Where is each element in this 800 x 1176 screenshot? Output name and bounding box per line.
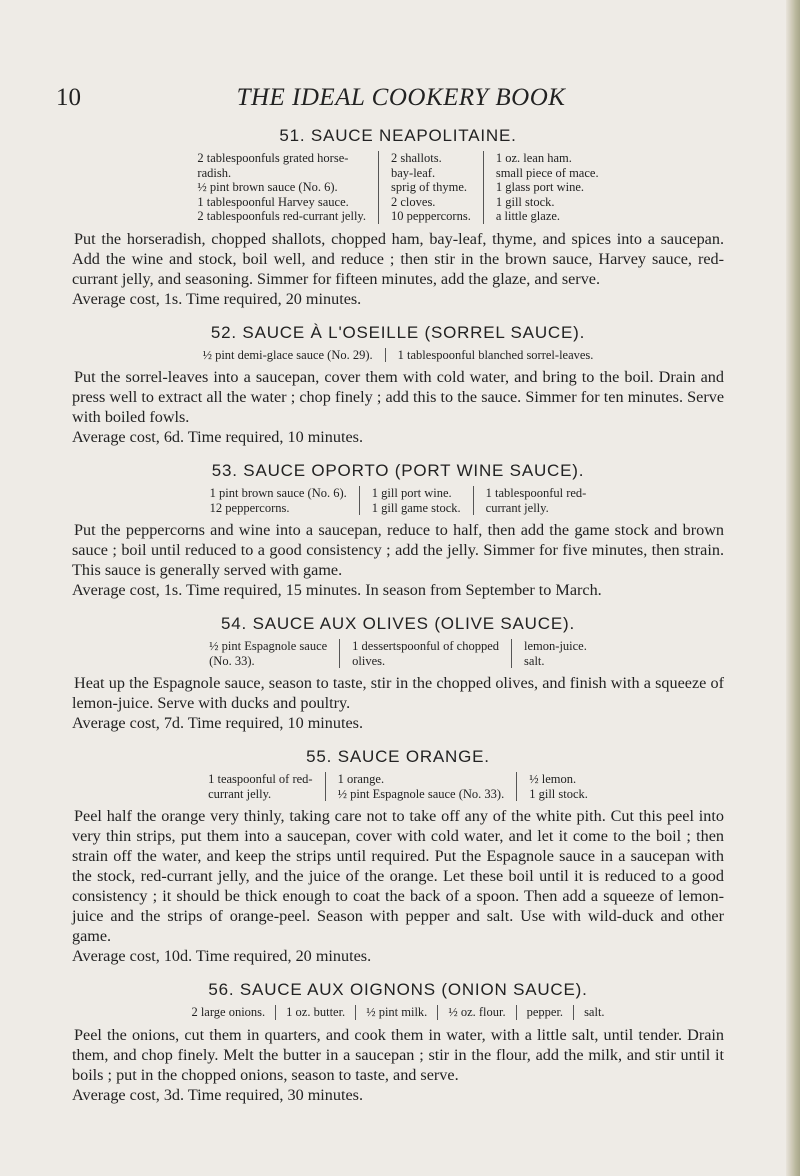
recipe-method: Put the peppercorns and wine into a saucepan, reduce to half, then add the game stock and brown sauce ; boil until reduced to a good consistency ; add the jelly. Simmer for five minutes, then strain. This sauce is generally served with game. (72, 521, 724, 579)
ingredient-line: currant jelly. (485, 500, 549, 515)
ingredient-line: ½ pint milk. (366, 1005, 428, 1019)
recipe-section (72, 980, 724, 1105)
page-edge (786, 0, 800, 1176)
ingredients-column (483, 151, 611, 224)
ingredient-line: ½ pint brown sauce (No. 6). (197, 180, 338, 194)
ingredient-line: 1 tablespoonful Harvey sauce. (197, 194, 349, 209)
recipe-cost: Average cost, 10d. Time required, 20 minutes. (72, 947, 372, 965)
recipe-cost: Average cost, 3d. Time required, 30 minutes. (72, 1085, 364, 1104)
page-number: 10 (56, 84, 81, 111)
recipe-method: Peel half the orange very thinly, taking care not to take off any of the white pith. Cut this peel into very thin strips, put them into a saucepan, cover with cold water, and let it come to the boil ; then strain off the water, and keep the strips until required. Put the Espagnole sauce in a saucepan with the stock, red-currant jelly, and the juice of the orange. Let these boil until it is reduced to a good consistency ; it should be thick enough to coat the back of a spoon. Then add a squeeze of lemon-juice and the strips of orange-peel. Season with pepper and salt. Use with wild-duck and other game. (72, 807, 724, 945)
ingredient-line: 2 cloves. (391, 194, 436, 209)
ingredient-line: 1 glass port wine. (495, 180, 585, 194)
ingredient-line: sprig of thyme. (391, 180, 468, 194)
ingredient-line: 12 peppercorns. (209, 500, 290, 515)
ingredient-line: 1 gill stock. (495, 194, 555, 209)
ingredient-line: 1 gill game stock. (371, 500, 461, 515)
ingredients-list (72, 1005, 724, 1020)
ingredient-line: 1 oz. butter. (286, 1005, 346, 1019)
ingredients-column (181, 1005, 275, 1020)
ingredient-line: ½ pint Espagnole sauce (209, 639, 328, 653)
ingredient-line: salt. (584, 1005, 605, 1019)
ingredients-column (359, 486, 473, 515)
ingredients-column (378, 151, 483, 224)
ingredient-line: (No. 33). (209, 653, 255, 668)
recipe-section (72, 126, 724, 309)
ingredient-line: 1 gill stock. (529, 786, 588, 801)
ingredients-column (437, 1005, 515, 1020)
ingredient-line: ½ pint Espagnole sauce (No. 33). (337, 786, 505, 801)
recipe-title: 55. SAUCE ORANGE. (306, 747, 490, 766)
recipe-method: Peel the onions, cut them in quarters, and cook them in water, with a little salt, until tender. Drain them, and chop finely. Melt the butter in a saucepan ; stir in the flour, add the milk, and stir until it boils ; put in the chopped onions, season to taste, and serve. (72, 1025, 724, 1084)
ingredient-line: 2 shallots. (391, 151, 442, 165)
ingredient-line: 10 peppercorns. (391, 209, 471, 223)
recipe-title: 51. SAUCE NEAPOLITAINE. (279, 126, 517, 145)
ingredients-column (339, 639, 511, 668)
ingredient-line: 1 teaspoonful of red- (208, 772, 313, 786)
recipe-section (72, 747, 724, 966)
ingredients-column (196, 772, 324, 801)
ingredients-column (473, 486, 599, 515)
recipe-method: Heat up the Espagnole sauce, season to taste, stir in the chopped olives, and finish with a squeeze of lemon-juice. Serve with ducks and poultry. (72, 674, 724, 712)
recipe-cost: Average cost, 1s. Time required, 15 minutes. In season from September to March. (72, 581, 602, 599)
ingredient-line: ½ lemon. (529, 772, 577, 786)
ingredient-line: ½ pint demi-glace sauce (No. 29). (202, 347, 373, 362)
recipe-title: 56. SAUCE AUX OIGNONS (ONION SAUCE). (208, 980, 588, 999)
recipe-cost: Average cost, 6d. Time required, 10 minutes. (72, 428, 364, 446)
recipe-title: 54. SAUCE AUX OLIVES (OLIVE SAUCE). (221, 614, 575, 633)
ingredients-column (198, 486, 359, 515)
ingredients-column (355, 1005, 437, 1020)
ingredients-column (325, 772, 517, 801)
recipe-method: Put the sorrel-leaves into a saucepan, cover them with cold water, and bring to the boil. Drain and press well to extract all the water ; chop finely ; add this to the sauce. Simmer for ten minutes. Serve with boiled fowls. (72, 368, 724, 426)
recipe-section (72, 323, 724, 448)
ingredient-line: 1 orange. (337, 772, 385, 786)
recipe-list (72, 126, 724, 1119)
ingredients-column (511, 639, 599, 668)
ingredient-line: 1 dessertspoonful of chopped (352, 639, 500, 653)
ingredient-line: 1 pint brown sauce (No. 6). (209, 486, 347, 500)
ingredient-line: 1 tablespoonful blanched sorrel-leaves. (397, 347, 594, 362)
ingredient-line: salt. (524, 653, 545, 668)
ingredient-line: olives. (352, 653, 386, 668)
ingredients-column (191, 348, 385, 363)
ingredient-line: 2 large onions. (191, 1005, 266, 1019)
recipe-section (72, 614, 724, 733)
recipe-title: 53. SAUCE OPORTO (PORT WINE SAUCE). (211, 461, 585, 480)
ingredients-column (385, 348, 606, 363)
ingredients-list (72, 772, 724, 801)
recipe-section (72, 461, 724, 600)
ingredient-line: radish. (197, 165, 232, 180)
ingredients-list (72, 486, 724, 515)
ingredient-line: 1 oz. lean ham. (495, 151, 572, 165)
ingredient-line: a little glaze. (495, 209, 561, 223)
recipe-cost: Average cost, 1s. Time required, 20 minutes. (72, 289, 362, 308)
ingredients-list (72, 348, 724, 363)
ingredient-line: 1 tablespoonful red- (485, 486, 587, 500)
recipe-method: Put the horseradish, chopped shallots, chopped ham, bay-leaf, thyme, and spices into a saucepan. Add the wine and stock, boil well, and reduce ; then stir in the brown sauce, Harvey sauce, red-currant jelly, and seasoning. Simmer for fifteen minutes, add the glaze, and serve. (72, 229, 724, 288)
recipe-title: 52. SAUCE À L'OSEILLE (SORREL SAUCE). (210, 322, 586, 342)
ingredient-line: bay-leaf. (391, 165, 436, 180)
ingredient-line: 1 gill port wine. (371, 486, 452, 500)
ingredients-column (275, 1005, 355, 1020)
ingredients-column (197, 639, 339, 668)
ingredients-column (573, 1005, 614, 1020)
ingredient-line: ½ oz. flour. (448, 1005, 506, 1019)
ingredients-column (516, 1005, 573, 1020)
ingredient-line: pepper. (526, 1005, 564, 1019)
ingredient-line: lemon-juice. (524, 639, 587, 653)
ingredient-line: currant jelly. (208, 786, 272, 801)
recipe-cost: Average cost, 7d. Time required, 10 minutes. (72, 714, 364, 732)
ingredients-column (516, 772, 600, 801)
ingredient-line: small piece of mace. (495, 165, 599, 180)
ingredient-line: 2 tablespoonfuls grated horse- (197, 151, 349, 165)
ingredients-list (72, 151, 724, 224)
ingredient-line: 2 tablespoonfuls red-currant jelly. (197, 209, 366, 223)
ingredients-column (185, 151, 378, 224)
ingredients-list (72, 639, 724, 668)
book-title: THE IDEAL COOKERY BOOK (236, 84, 566, 111)
